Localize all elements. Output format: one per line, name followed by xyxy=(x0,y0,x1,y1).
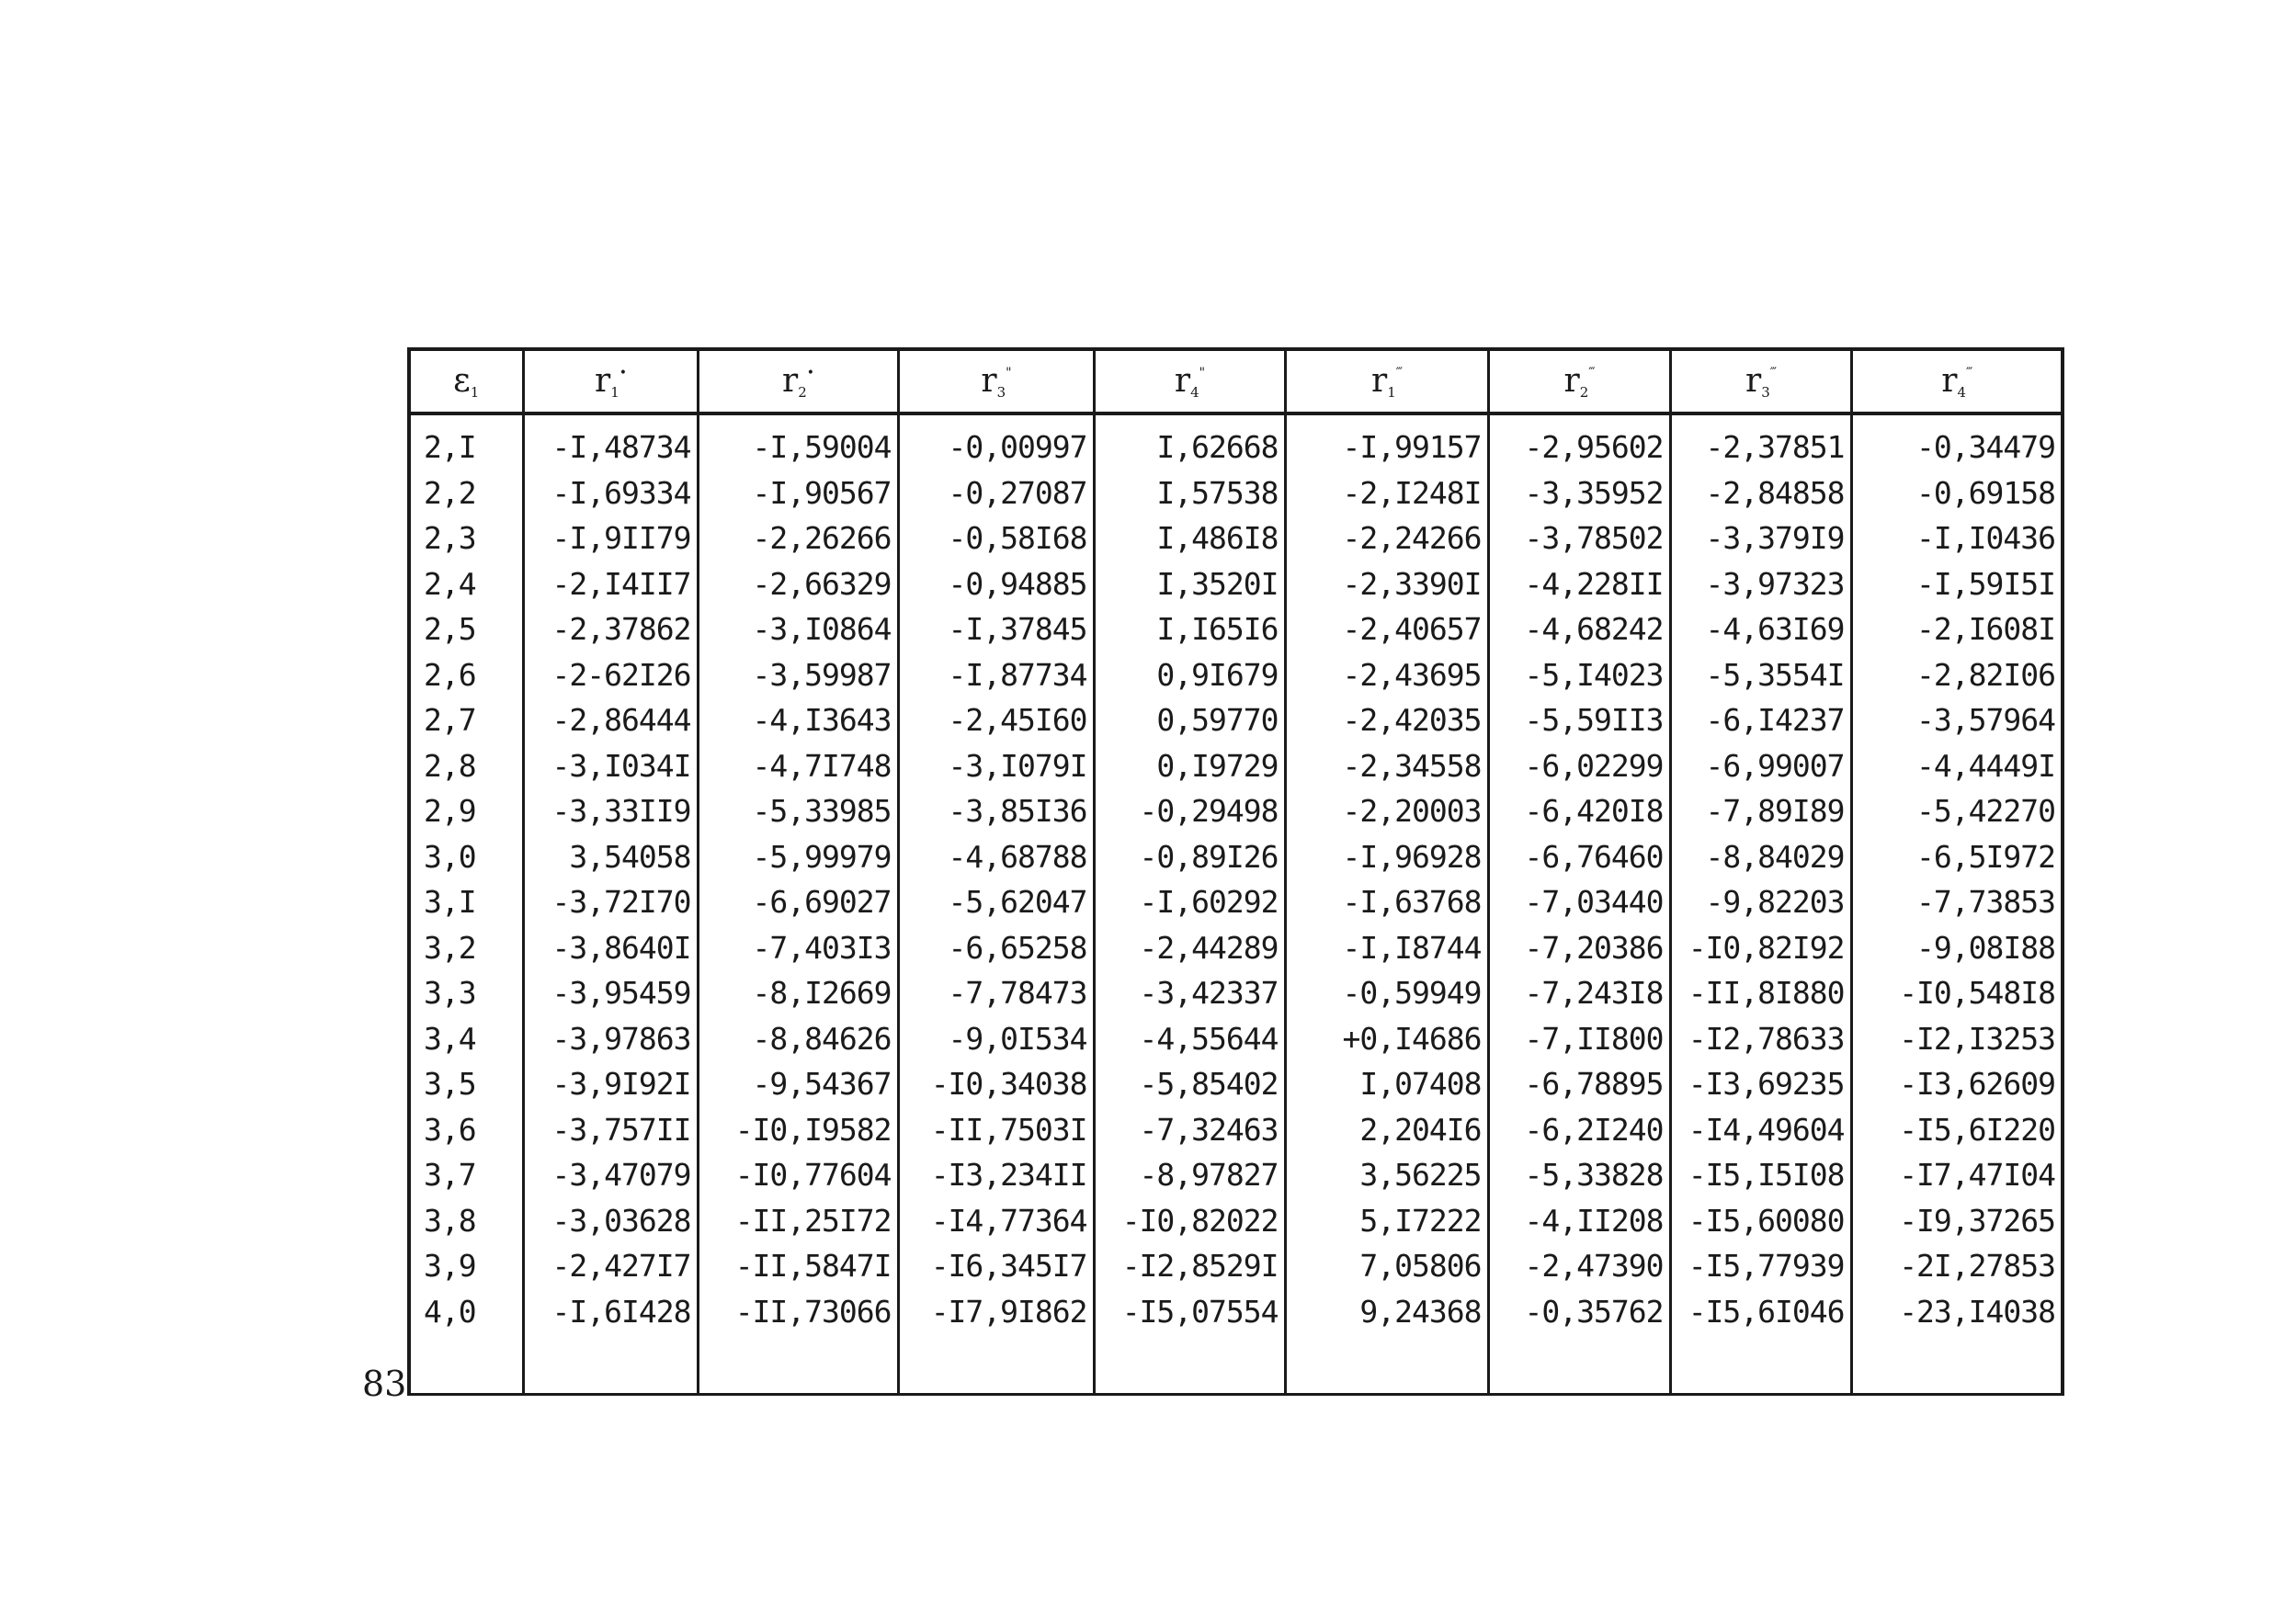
epsilon-cell: 3,0 xyxy=(409,834,523,880)
value-cell: -I2,78633 xyxy=(1670,1016,1851,1062)
value-cell: -7,32463 xyxy=(1094,1107,1285,1153)
header-subscript: 3 xyxy=(1761,384,1770,401)
table-row xyxy=(409,970,2063,1016)
value-cell: -5,99979 xyxy=(698,834,898,880)
value-cell: -4,55644 xyxy=(1094,1016,1285,1062)
value-cell: -I0,82022 xyxy=(1094,1198,1285,1244)
value-cell: -3,I079I xyxy=(898,743,1094,789)
table-row xyxy=(409,470,2063,516)
value-cell: -0,00997 xyxy=(898,413,1094,470)
header-superscript: ‴ xyxy=(1965,366,1972,380)
value-cell: -2,82I06 xyxy=(1851,652,2063,698)
value-cell: 5,I7222 xyxy=(1285,1198,1488,1244)
value-cell: -I,I8744 xyxy=(1285,925,1488,971)
value-cell: -0,34479 xyxy=(1851,413,2063,470)
value-cell: -0,94885 xyxy=(898,561,1094,607)
value-cell: 3,56225 xyxy=(1285,1152,1488,1198)
empty-cell xyxy=(1851,1334,2063,1395)
header-subscript: 4 xyxy=(1190,384,1199,401)
value-cell: -I5,6I220 xyxy=(1851,1107,2063,1153)
value-cell: -I3,62609 xyxy=(1851,1061,2063,1107)
value-cell: -7,78473 xyxy=(898,970,1094,1016)
value-cell: -3,72I70 xyxy=(523,879,698,925)
value-cell: -I7,9I862 xyxy=(898,1289,1094,1335)
epsilon-cell: 2,8 xyxy=(409,743,523,789)
epsilon-cell: 2,5 xyxy=(409,606,523,652)
value-cell: -6,420I8 xyxy=(1488,788,1670,834)
header-symbol: r xyxy=(981,362,997,400)
r3-double-prime-header xyxy=(898,349,1094,413)
epsilon-cell: 2,4 xyxy=(409,561,523,607)
header-symbol: r xyxy=(1174,362,1191,400)
value-cell: -I2,I3253 xyxy=(1851,1016,2063,1062)
header-symbol: r xyxy=(1941,362,1958,400)
epsilon-cell: 3,I xyxy=(409,879,523,925)
empty-cell xyxy=(1670,1334,1851,1395)
epsilon-cell: 4,0 xyxy=(409,1289,523,1335)
value-cell: -II,7503I xyxy=(898,1107,1094,1153)
value-cell: -6,76460 xyxy=(1488,834,1670,880)
value-cell: -2,3390I xyxy=(1285,561,1488,607)
empty-cell xyxy=(1094,1334,1285,1395)
epsilon-cell: 2,9 xyxy=(409,788,523,834)
value-cell: -2,427I7 xyxy=(523,1243,698,1289)
epsilon-cell: 3,9 xyxy=(409,1243,523,1289)
value-cell: -8,97827 xyxy=(1094,1152,1285,1198)
value-cell: -2,42035 xyxy=(1285,697,1488,743)
value-cell: -I0,34038 xyxy=(898,1061,1094,1107)
value-cell: -7,II800 xyxy=(1488,1016,1670,1062)
value-cell: -2,47390 xyxy=(1488,1243,1670,1289)
value-cell: -2,40657 xyxy=(1285,606,1488,652)
r2-triple-prime-header xyxy=(1488,349,1670,413)
value-cell: -I,90567 xyxy=(698,470,898,516)
table-body xyxy=(409,413,2063,1395)
table-row xyxy=(409,606,2063,652)
value-cell: -I,59004 xyxy=(698,413,898,470)
value-cell: I,486I8 xyxy=(1094,515,1285,561)
value-cell: -4,I3643 xyxy=(698,697,898,743)
header-superscript: ‴ xyxy=(1588,366,1595,380)
value-cell: -I,69334 xyxy=(523,470,698,516)
header-symbol: r xyxy=(1563,362,1580,400)
value-cell: I,57538 xyxy=(1094,470,1285,516)
value-cell: -6,02299 xyxy=(1488,743,1670,789)
epsilon-cell: 2,I xyxy=(409,413,523,470)
table-row xyxy=(409,697,2063,743)
empty-cell xyxy=(898,1334,1094,1395)
value-cell: -3,57964 xyxy=(1851,697,2063,743)
table-row xyxy=(409,652,2063,698)
value-cell: -I5,6I046 xyxy=(1670,1289,1851,1335)
value-cell: -3,379I9 xyxy=(1670,515,1851,561)
value-cell: -7,73853 xyxy=(1851,879,2063,925)
value-cell: -5,62047 xyxy=(898,879,1094,925)
value-cell: -2,84858 xyxy=(1670,470,1851,516)
epsilon-cell: 3,4 xyxy=(409,1016,523,1062)
r1-single-prime-header xyxy=(523,349,698,413)
header-symbol: ε xyxy=(453,362,471,400)
value-cell: -I,63768 xyxy=(1285,879,1488,925)
r4-double-prime-header xyxy=(1094,349,1285,413)
value-cell: -3,95459 xyxy=(523,970,698,1016)
value-cell: -3,8640I xyxy=(523,925,698,971)
value-cell: -I5,60080 xyxy=(1670,1198,1851,1244)
value-cell: -6,69027 xyxy=(698,879,898,925)
header-superscript: ‴ xyxy=(1769,366,1777,380)
value-cell: -3,35952 xyxy=(1488,470,1670,516)
value-cell: 9,24368 xyxy=(1285,1289,1488,1335)
value-cell: -I,9II79 xyxy=(523,515,698,561)
epsilon-cell: 2,6 xyxy=(409,652,523,698)
value-cell: -2,20003 xyxy=(1285,788,1488,834)
value-cell: -6,2I240 xyxy=(1488,1107,1670,1153)
value-cell: -2,95602 xyxy=(1488,413,1670,470)
value-cell: -I,6I428 xyxy=(523,1289,698,1335)
table-row xyxy=(409,1198,2063,1244)
epsilon-cell: 3,3 xyxy=(409,970,523,1016)
header-symbol: r xyxy=(781,362,799,400)
value-cell: -2,37851 xyxy=(1670,413,1851,470)
value-cell: -I,96928 xyxy=(1285,834,1488,880)
table-row xyxy=(409,515,2063,561)
table-row xyxy=(409,1016,2063,1062)
value-cell: -23,I4038 xyxy=(1851,1289,2063,1335)
header-symbol: r xyxy=(594,362,611,400)
epsilon-cell: 3,5 xyxy=(409,1061,523,1107)
header-subscript: 2 xyxy=(798,384,807,401)
value-cell: I,3520I xyxy=(1094,561,1285,607)
value-cell: -I,87734 xyxy=(898,652,1094,698)
value-cell: -8,84029 xyxy=(1670,834,1851,880)
empty-cell xyxy=(1285,1334,1488,1395)
value-cell: -2-62I26 xyxy=(523,652,698,698)
table-row xyxy=(409,788,2063,834)
empty-cell xyxy=(523,1334,698,1395)
header-subscript: 1 xyxy=(1387,384,1396,401)
value-cell: 2,204I6 xyxy=(1285,1107,1488,1153)
value-cell: -5,I4023 xyxy=(1488,652,1670,698)
value-cell: -I4,49604 xyxy=(1670,1107,1851,1153)
epsilon-cell: 2,3 xyxy=(409,515,523,561)
epsilon-cell: 2,2 xyxy=(409,470,523,516)
value-cell: 7,05806 xyxy=(1285,1243,1488,1289)
data-table xyxy=(407,347,2064,1396)
empty-cell xyxy=(409,1334,523,1395)
value-cell: -3,59987 xyxy=(698,652,898,698)
value-cell: -I4,77364 xyxy=(898,1198,1094,1244)
value-cell: -3,33II9 xyxy=(523,788,698,834)
value-cell: -6,78895 xyxy=(1488,1061,1670,1107)
value-cell: -II,5847I xyxy=(698,1243,898,1289)
table-row xyxy=(409,743,2063,789)
value-cell: 0,I9729 xyxy=(1094,743,1285,789)
value-cell: -2,86444 xyxy=(523,697,698,743)
value-cell: -6,65258 xyxy=(898,925,1094,971)
value-cell: -4,68242 xyxy=(1488,606,1670,652)
table-row xyxy=(409,925,2063,971)
value-cell: -I,59I5I xyxy=(1851,561,2063,607)
value-cell: I,I65I6 xyxy=(1094,606,1285,652)
value-cell: -I0,82I92 xyxy=(1670,925,1851,971)
header-row xyxy=(409,349,2063,413)
value-cell: -4,7I748 xyxy=(698,743,898,789)
value-cell: -5,42270 xyxy=(1851,788,2063,834)
value-cell: -3,42337 xyxy=(1094,970,1285,1016)
value-cell: 3,54058 xyxy=(523,834,698,880)
header-subscript: 2 xyxy=(1579,384,1589,401)
value-cell: -2,24266 xyxy=(1285,515,1488,561)
value-cell: -8,I2669 xyxy=(698,970,898,1016)
header-superscript: ‴ xyxy=(1395,366,1403,380)
epsilon-cell: 3,8 xyxy=(409,1198,523,1244)
value-cell: I,07408 xyxy=(1285,1061,1488,1107)
value-cell: -7,20386 xyxy=(1488,925,1670,971)
value-cell: -7,03440 xyxy=(1488,879,1670,925)
value-cell: -5,3554I xyxy=(1670,652,1851,698)
value-cell: -I9,37265 xyxy=(1851,1198,2063,1244)
value-cell: -2,37862 xyxy=(523,606,698,652)
value-cell: 0,59770 xyxy=(1094,697,1285,743)
value-cell: -2,26266 xyxy=(698,515,898,561)
header-superscript: " xyxy=(1199,366,1205,380)
value-cell: -I2,8529I xyxy=(1094,1243,1285,1289)
r1-triple-prime-header xyxy=(1285,349,1488,413)
value-cell: -2I,27853 xyxy=(1851,1243,2063,1289)
header-superscript: " xyxy=(1006,366,1011,380)
table-row xyxy=(409,879,2063,925)
r3-triple-prime-header xyxy=(1670,349,1851,413)
table-row xyxy=(409,1289,2063,1335)
value-cell: -3,78502 xyxy=(1488,515,1670,561)
value-cell: -2,I248I xyxy=(1285,470,1488,516)
value-cell: -II,25I72 xyxy=(698,1198,898,1244)
value-cell: -3,97863 xyxy=(523,1016,698,1062)
epsilon-header xyxy=(409,349,523,413)
value-cell: -2,34558 xyxy=(1285,743,1488,789)
value-cell: -0,27087 xyxy=(898,470,1094,516)
value-cell: -II,73066 xyxy=(698,1289,898,1335)
header-symbol: r xyxy=(1370,362,1388,400)
value-cell: -8,84626 xyxy=(698,1016,898,1062)
value-cell: -3,47079 xyxy=(523,1152,698,1198)
value-cell: -7,403I3 xyxy=(698,925,898,971)
value-cell: -I7,47I04 xyxy=(1851,1152,2063,1198)
value-cell: -6,99007 xyxy=(1670,743,1851,789)
value-cell: -I3,234II xyxy=(898,1152,1094,1198)
value-cell: -9,08I88 xyxy=(1851,925,2063,971)
value-cell: I,62668 xyxy=(1094,413,1285,470)
value-cell: -I,37845 xyxy=(898,606,1094,652)
value-cell: -I0,I9582 xyxy=(698,1107,898,1153)
value-cell: -5,59II3 xyxy=(1488,697,1670,743)
value-cell: -0,35762 xyxy=(1488,1289,1670,1335)
value-cell: -5,33985 xyxy=(698,788,898,834)
value-cell: -9,0I534 xyxy=(898,1016,1094,1062)
value-cell: -0,58I68 xyxy=(898,515,1094,561)
epsilon-cell: 2,7 xyxy=(409,697,523,743)
table-row xyxy=(409,1107,2063,1153)
value-cell: -II,8I880 xyxy=(1670,970,1851,1016)
value-cell: -I,48734 xyxy=(523,413,698,470)
value-cell: -2,66329 xyxy=(698,561,898,607)
value-cell: -4,4449I xyxy=(1851,743,2063,789)
value-cell: -4,II208 xyxy=(1488,1198,1670,1244)
value-cell: +0,I4686 xyxy=(1285,1016,1488,1062)
table-row xyxy=(409,561,2063,607)
table-row xyxy=(409,1061,2063,1107)
value-cell: -I6,345I7 xyxy=(898,1243,1094,1289)
page-number: 83 xyxy=(362,1364,407,1404)
value-cell: -I5,07554 xyxy=(1094,1289,1285,1335)
header-superscript: • xyxy=(619,366,627,380)
value-cell: -2,45I60 xyxy=(898,697,1094,743)
value-cell: -3,757II xyxy=(523,1107,698,1153)
value-cell: -9,54367 xyxy=(698,1061,898,1107)
value-cell: -3,I0864 xyxy=(698,606,898,652)
epsilon-cell: 3,2 xyxy=(409,925,523,971)
value-cell: -2,44289 xyxy=(1094,925,1285,971)
value-cell: -9,82203 xyxy=(1670,879,1851,925)
value-cell: -6,5I972 xyxy=(1851,834,2063,880)
value-cell: -I,60292 xyxy=(1094,879,1285,925)
value-cell: -I,99157 xyxy=(1285,413,1488,470)
value-cell: -5,85402 xyxy=(1094,1061,1285,1107)
header-superscript: • xyxy=(806,366,814,380)
value-cell: -I0,77604 xyxy=(698,1152,898,1198)
value-cell: -6,I4237 xyxy=(1670,697,1851,743)
value-cell: -4,228II xyxy=(1488,561,1670,607)
value-cell: -5,33828 xyxy=(1488,1152,1670,1198)
value-cell: -I5,I5I08 xyxy=(1670,1152,1851,1198)
value-cell: -2,I4II7 xyxy=(523,561,698,607)
value-cell: -2,43695 xyxy=(1285,652,1488,698)
header-subscript: 1 xyxy=(470,384,480,401)
table-row xyxy=(409,413,2063,470)
value-cell: -0,89I26 xyxy=(1094,834,1285,880)
value-cell: -0,69158 xyxy=(1851,470,2063,516)
empty-cell xyxy=(698,1334,898,1395)
value-cell: -4,63I69 xyxy=(1670,606,1851,652)
empty-cell xyxy=(1488,1334,1670,1395)
table-row xyxy=(409,1243,2063,1289)
value-cell: -I3,69235 xyxy=(1670,1061,1851,1107)
value-cell: -3,85I36 xyxy=(898,788,1094,834)
header-subscript: 3 xyxy=(996,384,1006,401)
value-cell: -3,97323 xyxy=(1670,561,1851,607)
value-cell: -7,89I89 xyxy=(1670,788,1851,834)
table-padding-row xyxy=(409,1334,2063,1395)
value-cell: -4,68788 xyxy=(898,834,1094,880)
value-cell: -2,I608I xyxy=(1851,606,2063,652)
value-cell: -I0,548I8 xyxy=(1851,970,2063,1016)
table-row xyxy=(409,1152,2063,1198)
header-subscript: 4 xyxy=(1957,384,1966,401)
header-symbol: r xyxy=(1745,362,1762,400)
header-subscript: 1 xyxy=(610,384,619,401)
epsilon-cell: 3,6 xyxy=(409,1107,523,1153)
value-cell: -0,59949 xyxy=(1285,970,1488,1016)
value-cell: 0,9I679 xyxy=(1094,652,1285,698)
value-cell: -3,03628 xyxy=(523,1198,698,1244)
value-cell: -0,29498 xyxy=(1094,788,1285,834)
r4-triple-prime-header xyxy=(1851,349,2063,413)
value-cell: -I,I0436 xyxy=(1851,515,2063,561)
value-cell: -7,243I8 xyxy=(1488,970,1670,1016)
table-row xyxy=(409,834,2063,880)
value-cell: -3,9I92I xyxy=(523,1061,698,1107)
r2-single-prime-header xyxy=(698,349,898,413)
value-cell: -3,I034I xyxy=(523,743,698,789)
value-cell: -I5,77939 xyxy=(1670,1243,1851,1289)
epsilon-cell: 3,7 xyxy=(409,1152,523,1198)
